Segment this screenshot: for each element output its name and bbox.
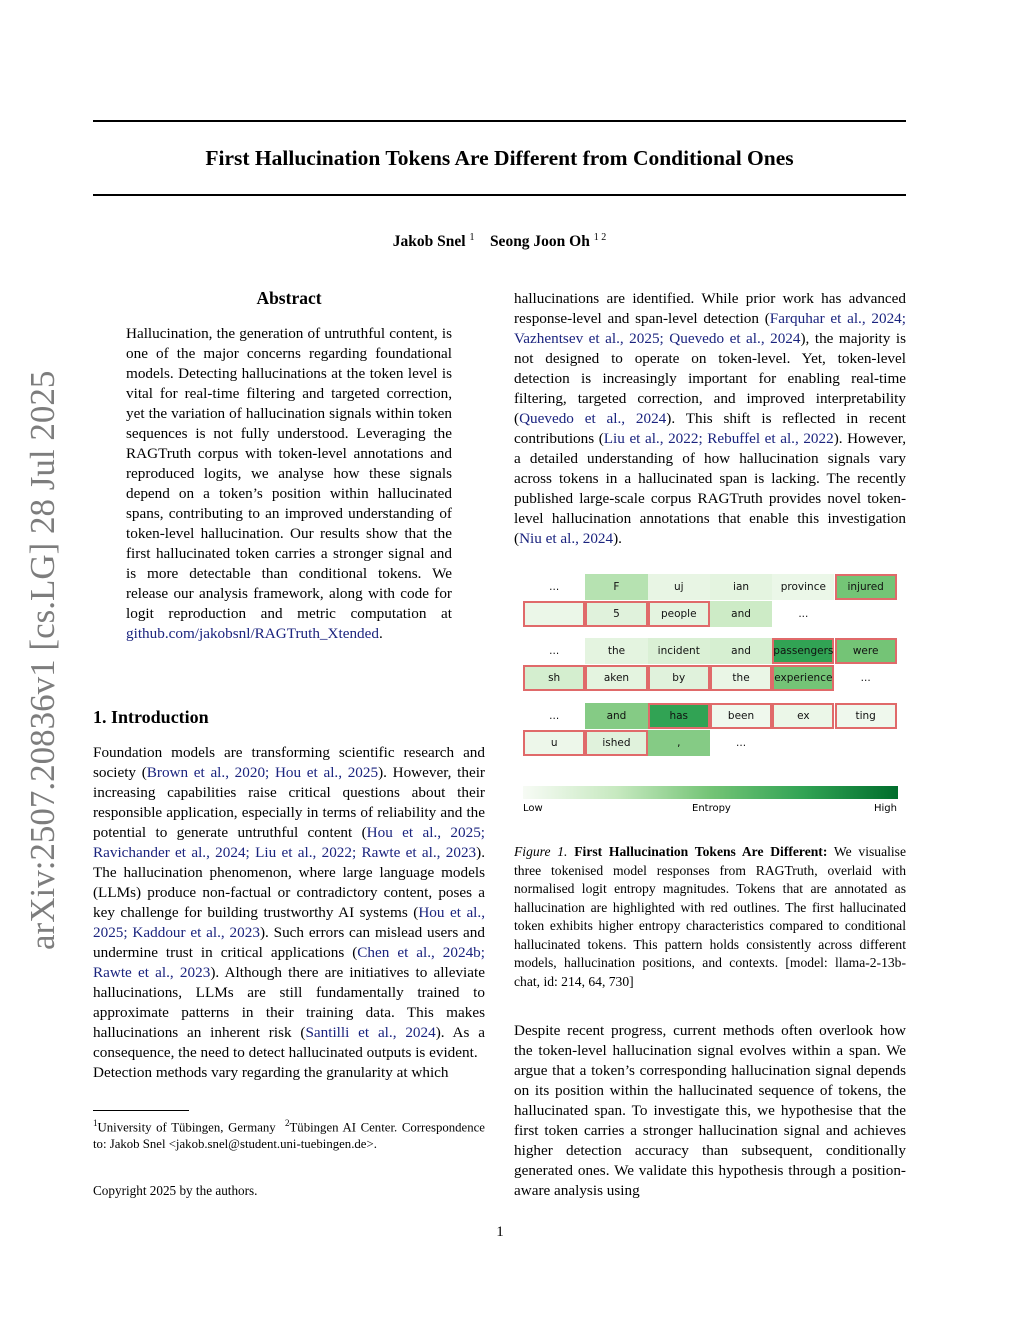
token-hallucinated: experience <box>772 665 834 691</box>
token-hallucinated: by <box>648 665 710 691</box>
intro-paragraph-2-start: Detection methods vary regarding the granularity at which <box>93 1064 449 1081</box>
token-hallucinated <box>523 601 585 627</box>
token: and <box>585 703 647 729</box>
token-hallucinated: passengers <box>772 638 834 664</box>
paragraph-text: ). <box>613 530 622 547</box>
citation-link[interactable]: Santilli et al., 2024 <box>305 1024 436 1041</box>
footnote-affiliation-1: University of Tübingen, Germany <box>97 1120 276 1135</box>
token: ian <box>710 574 772 600</box>
intro-paragraph-2-text <box>514 290 906 547</box>
token: the <box>585 638 647 664</box>
paper-title: First Hallucination Tokens Are Different from Conditional Ones <box>205 146 794 170</box>
author-name: Jakob Snel <box>392 233 466 251</box>
token-hallucinated: ex <box>772 703 834 729</box>
citation-link[interactable]: Farquhar et al., 2024; Vazhentsev et al., 2025; Quevedo et al., 2024 <box>514 310 906 347</box>
abstract-body <box>126 324 452 644</box>
code-link[interactable]: github.com/jakobsnl/RAGTruth_Xtended <box>126 625 379 642</box>
paragraph-text: ). However, a detailed understanding of how hallucination signals vary across tokens in a hallucinated span is lacking. The recently published large-scale corpus RAGTruth provides novel token-level hallucination annotations that enable this investigation ( <box>514 430 906 547</box>
paragraph-text: Foundation models are transforming scientific research and society ( <box>93 744 485 781</box>
title-bottom-rule <box>93 194 906 196</box>
footnote-marker: 1 <box>93 1118 98 1128</box>
token: ... <box>549 581 560 593</box>
token-hallucinated: people <box>648 601 710 627</box>
citation-link[interactable]: Niu et al., 2024 <box>519 530 614 547</box>
token-hallucinated: sh <box>523 665 585 691</box>
token-hallucinated: the <box>710 665 772 691</box>
entropy-colorbar <box>523 786 898 799</box>
token: ... <box>798 608 809 620</box>
intro-paragraph-1-text <box>93 744 485 1061</box>
citation-link[interactable]: Hou et al., 2025; Ravichander et al., 2024; Liu et al., 2022; Rawte et al., 2023 <box>93 824 486 861</box>
abstract-end: . <box>378 625 383 642</box>
arxiv-identifier: arXiv:2507.20836v1 [cs.LG] 28 Jul 2025 <box>23 370 62 950</box>
title-top-rule <box>93 120 906 122</box>
token: incident <box>648 638 710 664</box>
token-hallucinated: has <box>648 703 710 729</box>
footnote-marker: 2 <box>284 1118 290 1128</box>
citation-link[interactable]: Quevedo et al., 2024 <box>519 410 667 427</box>
paragraph-text: ). This shift is reflected in recent contributions ( <box>514 410 907 447</box>
colorbar-low-label: Low <box>523 803 543 814</box>
intro-paragraph-1 <box>93 743 485 1083</box>
colorbar-title: Entropy <box>692 803 731 814</box>
token: and <box>710 601 772 627</box>
token: F <box>585 574 647 600</box>
abstract-text: Hallucination, the generation of untruthful content, is one of the major concerns regarding foundational models. Detecting hallucinations at the token level is vital for real-time filtering and targeted correction, yet the variation of hallucination signals within token sequences is not fully understood. Leveraging the RAGTruth corpus with token-level annotations and reproduced logits, we analyse how these signals depend on a token’s position within hallucinated spans, contributing to an improved understanding of token-level hallucination. Our results show that the first hallucinated token carries a stronger signal and is more detectable than conditional tokens. We release our analysis framework, along with code for logit reproduction and metric computation at <box>126 325 452 622</box>
figure-label: Figure 1. <box>514 844 568 859</box>
token: and <box>710 638 772 664</box>
intro-paragraph-3: Despite recent progress, current methods often overlook how the token-level hallucination signal evolves within a span. We argue that a token’s corresponding hallucination signal depends on its position within the hallucinated sequence of tokens, the hallucinated span. To investigate this, we hypothesise that the first token carries a stronger hallucination signal and achieves higher detection accuracy than subsequent, conditionally generated ones. We validate this hypothesis through a position-aware analysis using <box>514 1022 906 1199</box>
footnote-rule <box>93 1110 189 1111</box>
author-affiliation: 1 <box>469 232 475 243</box>
page-number: 1 <box>496 1224 504 1240</box>
token: , <box>648 730 710 756</box>
token-hallucinated: were <box>835 638 897 664</box>
paragraph-text: ). The hallucination phenomenon, where large language models (LLMs) produce non-factual or contradictory content, poses a key challenge for building trustworthy AI systems ( <box>93 844 485 921</box>
abstract-heading: Abstract <box>256 288 322 308</box>
citation-link[interactable]: Chen et al., 2024b; Rawte et al., 2023 <box>93 944 485 981</box>
author-list <box>93 232 906 251</box>
citation-link[interactable]: Brown et al., 2020; Hou et al., 2025 <box>146 764 379 781</box>
token: uj <box>648 574 710 600</box>
figure-1-caption <box>514 843 906 991</box>
token-hallucinated: aken <box>585 665 647 691</box>
intro-paragraph-2-continued <box>514 289 906 549</box>
token-hallucinated: ting <box>835 703 897 729</box>
token: ... <box>549 645 560 657</box>
token-hallucinated: injured <box>835 574 897 600</box>
paragraph-text: ). Although there are initiatives to alleviate hallucinations, LLMs are still fundamentally trained to approximate patterns in their training data. This makes hallucinations an inherent risk ( <box>93 964 485 1041</box>
copyright-notice: Copyright 2025 by the authors. <box>93 1183 258 1198</box>
section-heading-introduction: 1. Introduction <box>93 707 209 727</box>
author-affiliation: 1 2 <box>593 232 607 243</box>
token: ... <box>736 737 747 749</box>
author-name: Seong Joon Oh <box>489 233 590 251</box>
token: province <box>772 574 834 600</box>
paragraph-text: ). As a consequence, the need to detect hallucinated outputs is evident. <box>93 1024 485 1061</box>
token-hallucinated: been <box>710 703 772 729</box>
token-hallucinated: u <box>523 730 585 756</box>
token-hallucinated: ished <box>585 730 647 756</box>
colorbar-high-label: High <box>874 803 897 814</box>
citation-link[interactable]: Liu et al., 2022; Rebuffel et al., 2022 <box>603 430 834 447</box>
footnote <box>93 1115 485 1153</box>
footnote-affiliation-2: Tübingen AI Center. <box>289 1120 398 1135</box>
citation-link[interactable]: Hou et al., 2025; Kaddour et al., 2023 <box>93 904 485 941</box>
footnote-correspondence: Correspondence to: Jakob Snel <jakob.snel@student.uni-tuebingen.de>. <box>93 1120 485 1152</box>
figure-caption-title: First Hallucination Tokens Are Different: <box>574 844 828 859</box>
figure-caption-text: We visualise three tokenised model responses from RAGTruth, overlaid with normalised logit entropy magnitudes. Tokens that are annotated as hallucination are highlighted with red outlines. The first hallucinated token exhibits higher entropy characteristics compared to conditional hallucinated tokens. This pattern holds consistently across different models, hallucination positions, and contexts. [model: llama-2-13b-chat, id: 214, 64, 730] <box>514 844 906 989</box>
paragraph-text: ). However, their increasing capabilities raise critical questions about their responsible application, especially in terms of reliability and the potential to generate untruthful content ( <box>93 764 485 841</box>
token: ... <box>549 710 560 722</box>
paragraph-text: hallucinations are identified. While prior work has advanced response-level and span-level detection ( <box>514 290 906 327</box>
token-hallucinated: 5 <box>585 601 647 627</box>
paragraph-text: ), the majority is not designed to operate on token-level. Yet, token-level detection is increasingly important for enabling real-time filtering, targeted correction, and improved interpretability ( <box>514 330 907 427</box>
token: ... <box>860 672 871 684</box>
paragraph-text: ). Such errors can mislead users and undermine trust in critical applications ( <box>93 924 485 961</box>
